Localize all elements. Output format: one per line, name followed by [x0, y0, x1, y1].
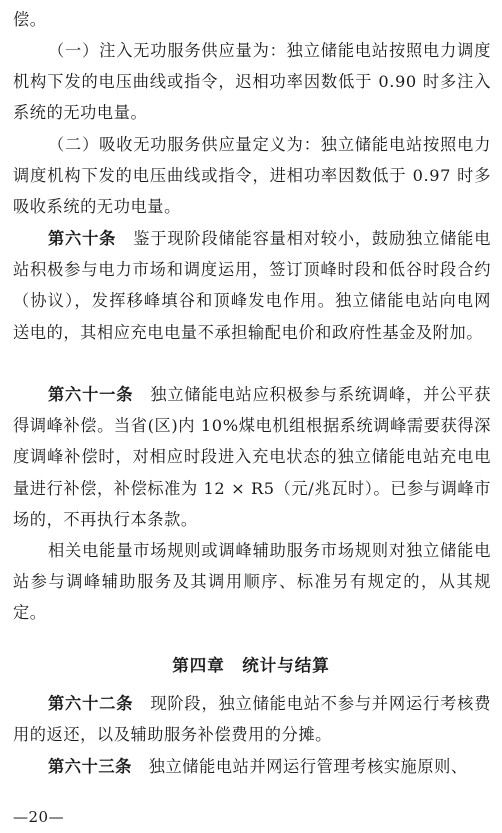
article-60 [13, 223, 491, 348]
article-title: 第六十一条 [48, 385, 134, 404]
paragraph-text: 偿。 [13, 10, 47, 29]
paragraph-text: （一）注入无功服务供应量为：独立储能电站按照电力调度机构下发的电压曲线或指令，迟相功率因数低于 0.90 时多注入系统的无功电量。 [13, 41, 491, 123]
article-body: 现阶段，独立储能电站不参与并网运行考核费用的返还，以及辅助服务补偿费用的分摊。 [13, 694, 492, 745]
article-title: 第六十条 [48, 229, 117, 248]
article-body: 独立储能电站并网运行管理考核实施原则、 [148, 757, 468, 776]
article-body: 鉴于现阶段储能容量相对较小，鼓励独立储能电站积极参与电力市场和调度运用，签订顶峰时段和低谷时段合约（协议），发挥移峰填谷和顶峰发电作用。独立储能电站向电网送电的，其相应充电电量不承担输配电价和政府性基金及附加。 [13, 229, 492, 342]
paragraph-absorbed-reactive [13, 129, 491, 223]
article-body: 独立储能电站应积极参与系统调峰，并公平获得调峰补偿。当省(区)内 10%煤电机组根据系统调峰需要获得深度调峰补偿时，对相应时段进入充电状态的独立储能电站充电电量进行补偿，补偿标准为 12 × R5（元/兆瓦时）。已参与调峰市场的，不再执行本条款。 [13, 385, 492, 529]
chapter-heading: 第四章 统计与结算 [172, 656, 330, 675]
paragraph-injected-reactive [13, 35, 491, 129]
article-title: 第六十二条 [48, 694, 134, 713]
article-title: 第六十三条 [48, 757, 132, 776]
paragraph-text: 相关电能量市场规则或调峰辅助服务市场规则对独立储能电站参与调峰辅助服务及其调用顺序、标准另有规定的，从其规定。 [13, 541, 491, 623]
page-number: —20— [13, 808, 65, 826]
paragraph-text: （二）吸收无功服务供应量定义为：独立储能电站按照电力调度机构下发的电压曲线或指令，进相功率因数低于 0.97 时多吸收系统的无功电量。 [13, 135, 491, 217]
article-61 [13, 379, 491, 535]
article-62 [13, 688, 491, 750]
paragraph-continuation [13, 4, 491, 35]
article-63 [13, 751, 491, 782]
paragraph-related-rules [13, 535, 491, 629]
